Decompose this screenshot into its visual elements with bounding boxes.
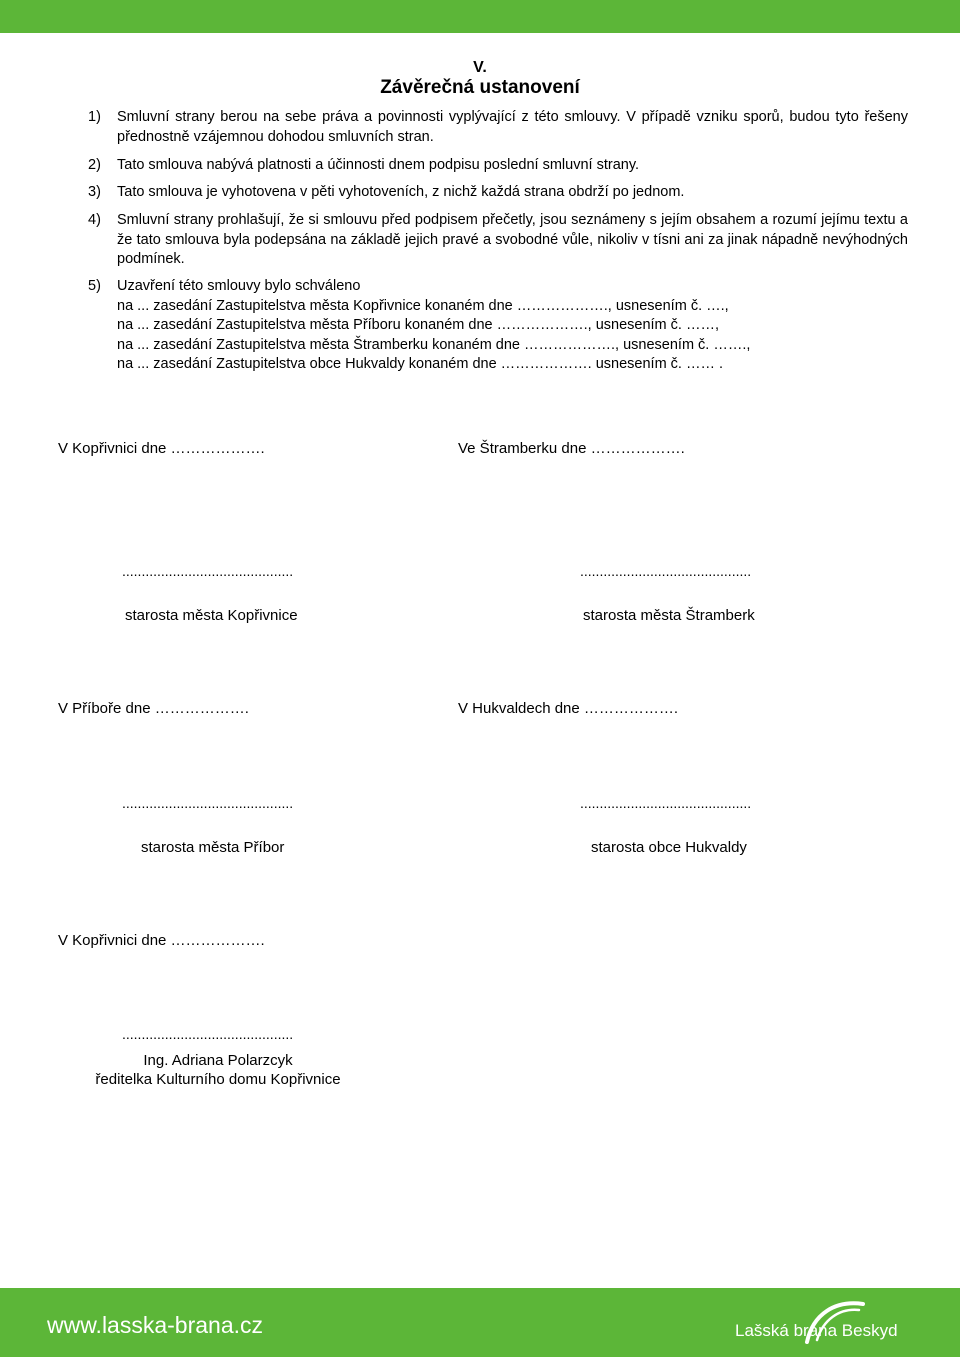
lasska-brana-logo xyxy=(735,1294,925,1344)
clause-intro: Uzavření této smlouvy bylo schváleno xyxy=(117,278,361,294)
place-date-pribor: V Příboře dne ………………. xyxy=(58,700,249,717)
signature-line-stramberk: ............................................ xyxy=(580,563,752,579)
signature-line-kulturni-dum: ............................................ xyxy=(122,1026,294,1042)
clause-text: Smluvní strany prohlašují, že si smlouvu před podpisem přečetly, jsou seznámeny s jejím obsahem a rozumí jejímu textu a že tato smlouva byla podepsána na základě jejich pravé a svobodné vůle, nikoliv v tísni ani za jinak nápadně nevýhodných podmínek. xyxy=(117,212,908,267)
clause-text: Tato smlouva je vyhotovena v pěti vyhotoveních, z nichž každá strana obdrží po jednom. xyxy=(117,184,685,200)
approval-line-pribor: na ... zasedání Zastupitelstva města Příboru konaném dne ………………., usnesením č. ……, xyxy=(117,317,720,333)
footer-website-link[interactable]: www.lasska-brana.cz xyxy=(47,1312,264,1338)
signatory-title-kulturni-dum: ředitelka Kulturního domu Kopřivnice xyxy=(95,1071,341,1088)
clause-number: 5) xyxy=(88,278,101,294)
section-number: V. xyxy=(473,59,487,76)
approval-line-stramberk: na ... zasedání Zastupitelstva města Štramberku konaném dne ………………., usnesením č. ……., xyxy=(117,336,751,353)
signatory-name-kulturni-dum: Ing. Adriana Polarzcyk xyxy=(143,1052,293,1069)
signatory-title-stramberk: starosta města Štramberk xyxy=(583,607,755,624)
section-title: Závěrečná ustanovení xyxy=(380,77,580,98)
place-date-hukvaldy: V Hukvaldech dne ………………. xyxy=(458,700,679,717)
clause-2 xyxy=(88,156,908,176)
clause-5 xyxy=(88,277,908,375)
clause-number: 1) xyxy=(88,109,101,125)
clause-4 xyxy=(88,211,908,270)
signature-line-koprivnice: ............................................ xyxy=(122,563,294,579)
logo-text: Lašská brána Beskyd xyxy=(735,1321,898,1340)
signatory-title-hukvaldy: starosta obce Hukvaldy xyxy=(591,839,747,856)
place-date-stramberk: Ve Štramberku dne ………………. xyxy=(458,440,685,457)
approval-line-koprivnice: na ... zasedání Zastupitelstva města Kopřivnice konaném dne ………………., usnesením č. …., xyxy=(117,297,729,314)
clause-1 xyxy=(88,108,908,147)
clause-text: Smluvní strany berou na sebe práva a povinnosti vyplývající z této smlouvy. V případě vzniku sporů, budou tyto řešeny přednostně vzájemnou dohodou smluvních stran. xyxy=(117,109,908,145)
signature-line-hukvaldy: ............................................ xyxy=(580,795,752,811)
place-date-koprivnice: V Kopřivnici dne ………………. xyxy=(58,440,265,457)
signatory-title-pribor: starosta města Příbor xyxy=(141,839,285,856)
clause-number: 2) xyxy=(88,157,101,173)
place-date-kulturni-dum: V Kopřivnici dne ………………. xyxy=(58,932,265,949)
top-green-bar xyxy=(0,0,960,33)
clause-number: 3) xyxy=(88,184,101,200)
clause-text: Tato smlouva nabývá platnosti a účinnosti dnem podpisu poslední smluvní strany. xyxy=(117,157,640,173)
signature-line-pribor: ............................................ xyxy=(122,795,294,811)
signatory-title-koprivnice: starosta města Kopřivnice xyxy=(125,607,298,624)
approval-line-hukvaldy: na ... zasedání Zastupitelstva obce Hukvaldy konaném dne ………………. usnesením č. …… . xyxy=(117,356,724,372)
clause-number: 4) xyxy=(88,212,101,228)
clause-3 xyxy=(88,183,908,203)
clause-approval-list xyxy=(117,277,908,375)
